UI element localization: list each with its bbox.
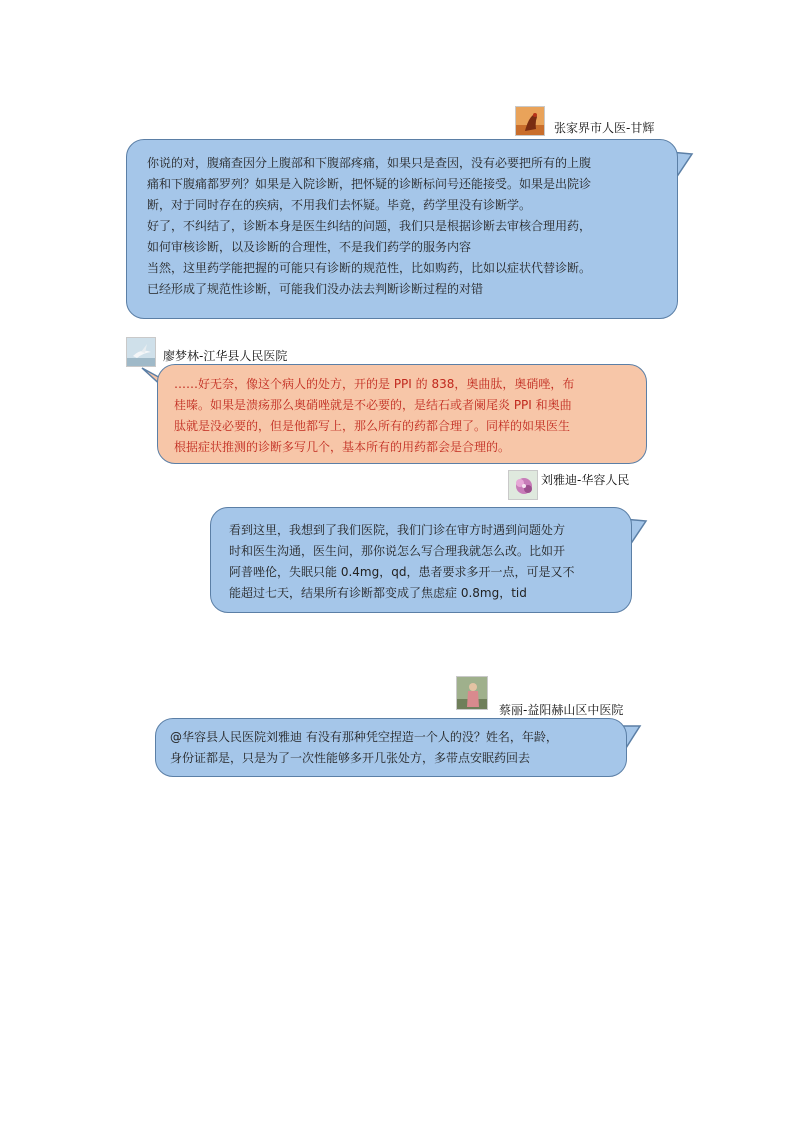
message-line: 肽就是没必要的，但是他都写上，那么所有的药都合理了。同样的如果医生 [174,419,571,433]
message-bubble [126,139,678,319]
message-line: 当然，这里药学能把握的可能只有诊断的规范性，比如购药，比如以症状代替诊断。 [147,261,592,275]
message-bubble [210,507,632,613]
avatar [456,676,488,710]
message-line: 看到这里，我想到了我们医院，我们门诊在审方时遇到问题处方 [229,523,566,537]
rooster-avatar-icon [516,107,545,136]
avatar [508,470,538,500]
message-line: 桂嗪。如果是溃疡那么奥硝唑就是不必要的，是结石或者阑尾炎 PPI 和奥曲 [174,398,572,412]
message-line: ……好无奈，像这个病人的处方，开的是 PPI 的 838，奥曲肽，奥硝唑，布 [174,377,575,391]
message-line: 时和医生沟通，医生问，那你说怎么写合理我就怎么改。比如开 [229,544,566,558]
avatar [126,337,156,367]
message-bubble [155,718,627,777]
message-line: 你说的对，腹痛查因分上腹部和下腹部疼痛，如果只是查因，没有必要把所有的上腹 [147,156,592,170]
message-line: 好了，不纠结了，诊断本身是医生纠结的问题，我们只是根据诊断去审核合理用药， [147,219,592,233]
message-line: 根据症状推测的诊断多写几个，基本所有的用药都会是合理的。 [174,440,511,454]
sender-name: 廖梦林-江华县人民医院 [163,349,288,363]
person-avatar-icon [457,677,488,710]
message-line: 已经形成了规范性诊断，可能我们没办法去判断诊断过程的对错 [147,282,484,296]
message-bubble [157,364,647,464]
message-line: 阿普唑伦，失眠只能 0.4mg，qd，患者要求多开一点，可是又不 [229,565,575,579]
message-line: 如何审核诊断，以及诊断的合理性，不是我们药学的服务内容 [147,240,472,254]
message-line: 能超过七天，结果所有诊断都变成了焦虑症 0.8mg，tid [229,586,527,600]
message-line: 痛和下腹痛都罗列？如果是入院诊断，把怀疑的诊断标问号还能接受。如果是出院诊 [147,177,592,191]
bird-avatar-icon [127,338,156,367]
sender-name: 张家界市人医-甘辉 [554,121,655,135]
sender-name: 蔡丽-益阳赫山区中医院 [499,703,624,717]
sender-name: 刘雅迪-华容人民 [541,473,630,487]
message-line: @华容县人民医院刘雅迪 有没有那种凭空捏造一个人的没？姓名，年龄， [170,730,558,744]
flower-avatar-icon [509,471,538,500]
message-line: 断，对于同时存在的疾病，不用我们去怀疑。毕竟，药学里没有诊断学。 [147,198,532,212]
avatar [515,106,545,136]
message-line: 身份证都是，只是为了一次性能够多开几张处方，多带点安眠药回去 [170,751,531,765]
